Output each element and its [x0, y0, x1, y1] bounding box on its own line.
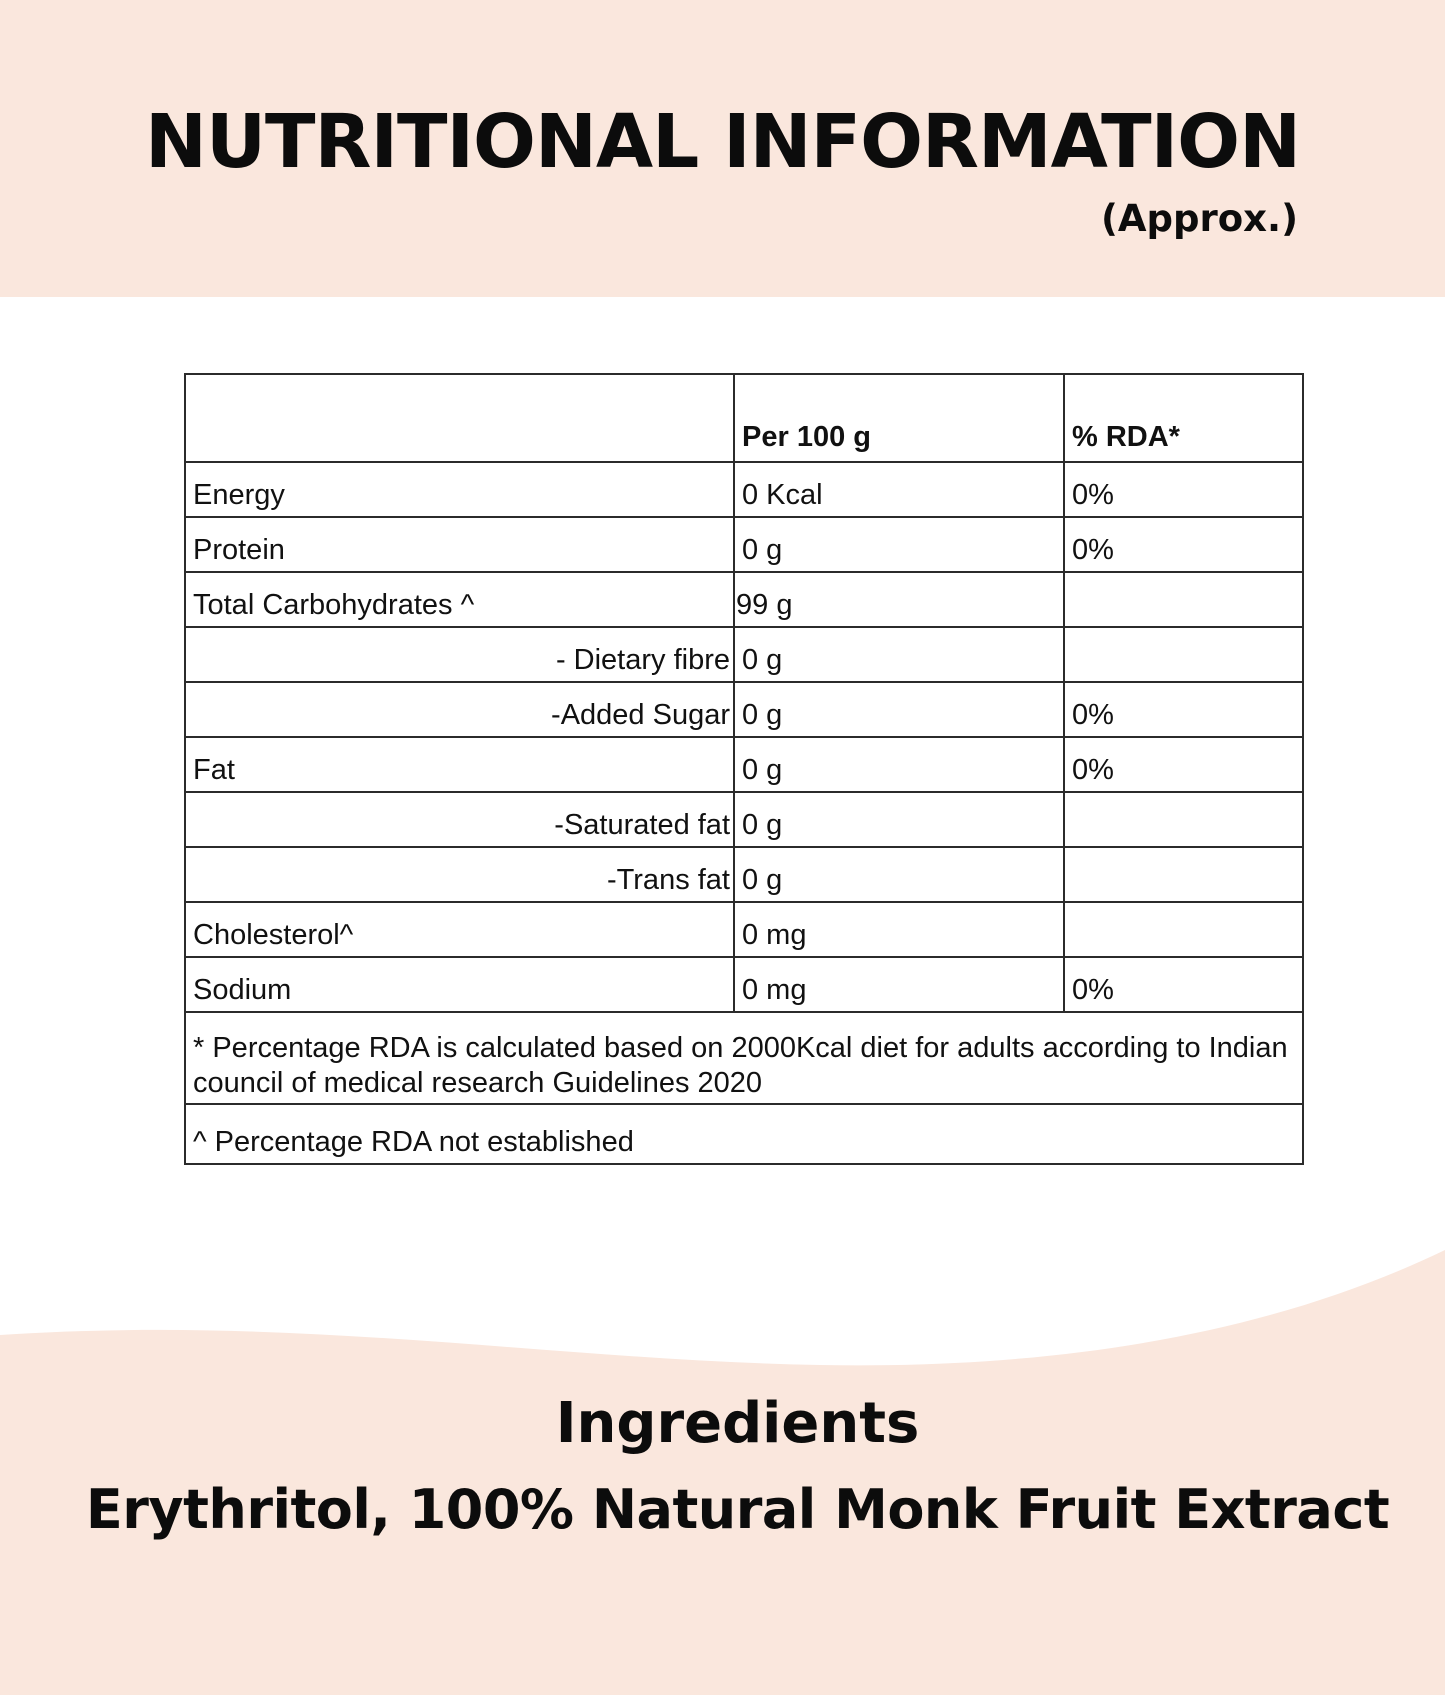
table-header-row	[185, 374, 1303, 462]
footnote-not-established: ^ Percentage RDA not established	[185, 1104, 1303, 1164]
rda-cell	[1064, 847, 1303, 902]
column-header-rda: % RDA*	[1064, 374, 1303, 462]
nutrient-name-cell: Total Carbohydrates ^	[185, 572, 734, 627]
per-100g-cell: 0 g	[734, 847, 1064, 902]
rda-cell	[1064, 792, 1303, 847]
rda-cell	[1064, 902, 1303, 957]
table-row	[185, 902, 1303, 957]
table-row	[185, 627, 1303, 682]
per-100g-cell: 0 mg	[734, 902, 1064, 957]
rda-cell: 0%	[1064, 957, 1303, 1012]
per-100g-cell: 0 Kcal	[734, 462, 1064, 517]
ingredients-title: Ingredients	[555, 1391, 920, 1456]
nutrient-name-cell: Energy	[185, 462, 734, 517]
rda-cell: 0%	[1064, 462, 1303, 517]
table-row	[185, 847, 1303, 902]
rda-cell	[1064, 572, 1303, 627]
table-row	[185, 737, 1303, 792]
nutrient-name-cell: -Added Sugar	[185, 682, 734, 737]
rda-cell	[1064, 627, 1303, 682]
nutrient-name-cell: Cholesterol^	[185, 902, 734, 957]
footnote-rda: * Percentage RDA is calculated based on 2000Kcal diet for adults according to Indian council of medical research Guidelines 2020	[185, 1012, 1303, 1104]
table-row	[185, 572, 1303, 627]
page-title: NUTRITIONAL INFORMATION	[145, 99, 1300, 185]
per-100g-cell: 0 g	[734, 517, 1064, 572]
nutrient-name-cell: -Saturated fat	[185, 792, 734, 847]
table-row	[185, 957, 1303, 1012]
per-100g-cell: 0 g	[734, 737, 1064, 792]
bottom-wave-band	[0, 1250, 1445, 1695]
per-100g-cell: 0 mg	[734, 957, 1064, 1012]
rda-cell: 0%	[1064, 737, 1303, 792]
table-row	[185, 462, 1303, 517]
footnote-row	[185, 1012, 1303, 1104]
per-100g-cell: 0 g	[734, 682, 1064, 737]
table-row	[185, 792, 1303, 847]
rda-cell: 0%	[1064, 517, 1303, 572]
nutrition-table	[184, 373, 1304, 1165]
page-subtitle: (Approx.)	[1100, 197, 1298, 240]
per-100g-cell: 0 g	[734, 792, 1064, 847]
table-row	[185, 517, 1303, 572]
per-100g-cell: 99 g	[734, 572, 1064, 627]
per-100g-cell: 0 g	[734, 627, 1064, 682]
table-row	[185, 682, 1303, 737]
nutrient-name-cell: - Dietary fibre	[185, 627, 734, 682]
rda-cell: 0%	[1064, 682, 1303, 737]
column-header-nutrient	[185, 374, 734, 462]
footnote-row	[185, 1104, 1303, 1164]
ingredients-text: Erythritol, 100% Natural Monk Fruit Extract	[85, 1478, 1390, 1541]
column-header-per-100g: Per 100 g	[734, 374, 1064, 462]
nutrient-name-cell: -Trans fat	[185, 847, 734, 902]
nutrient-name-cell: Sodium	[185, 957, 734, 1012]
nutrient-name-cell: Fat	[185, 737, 734, 792]
nutrient-name-cell: Protein	[185, 517, 734, 572]
